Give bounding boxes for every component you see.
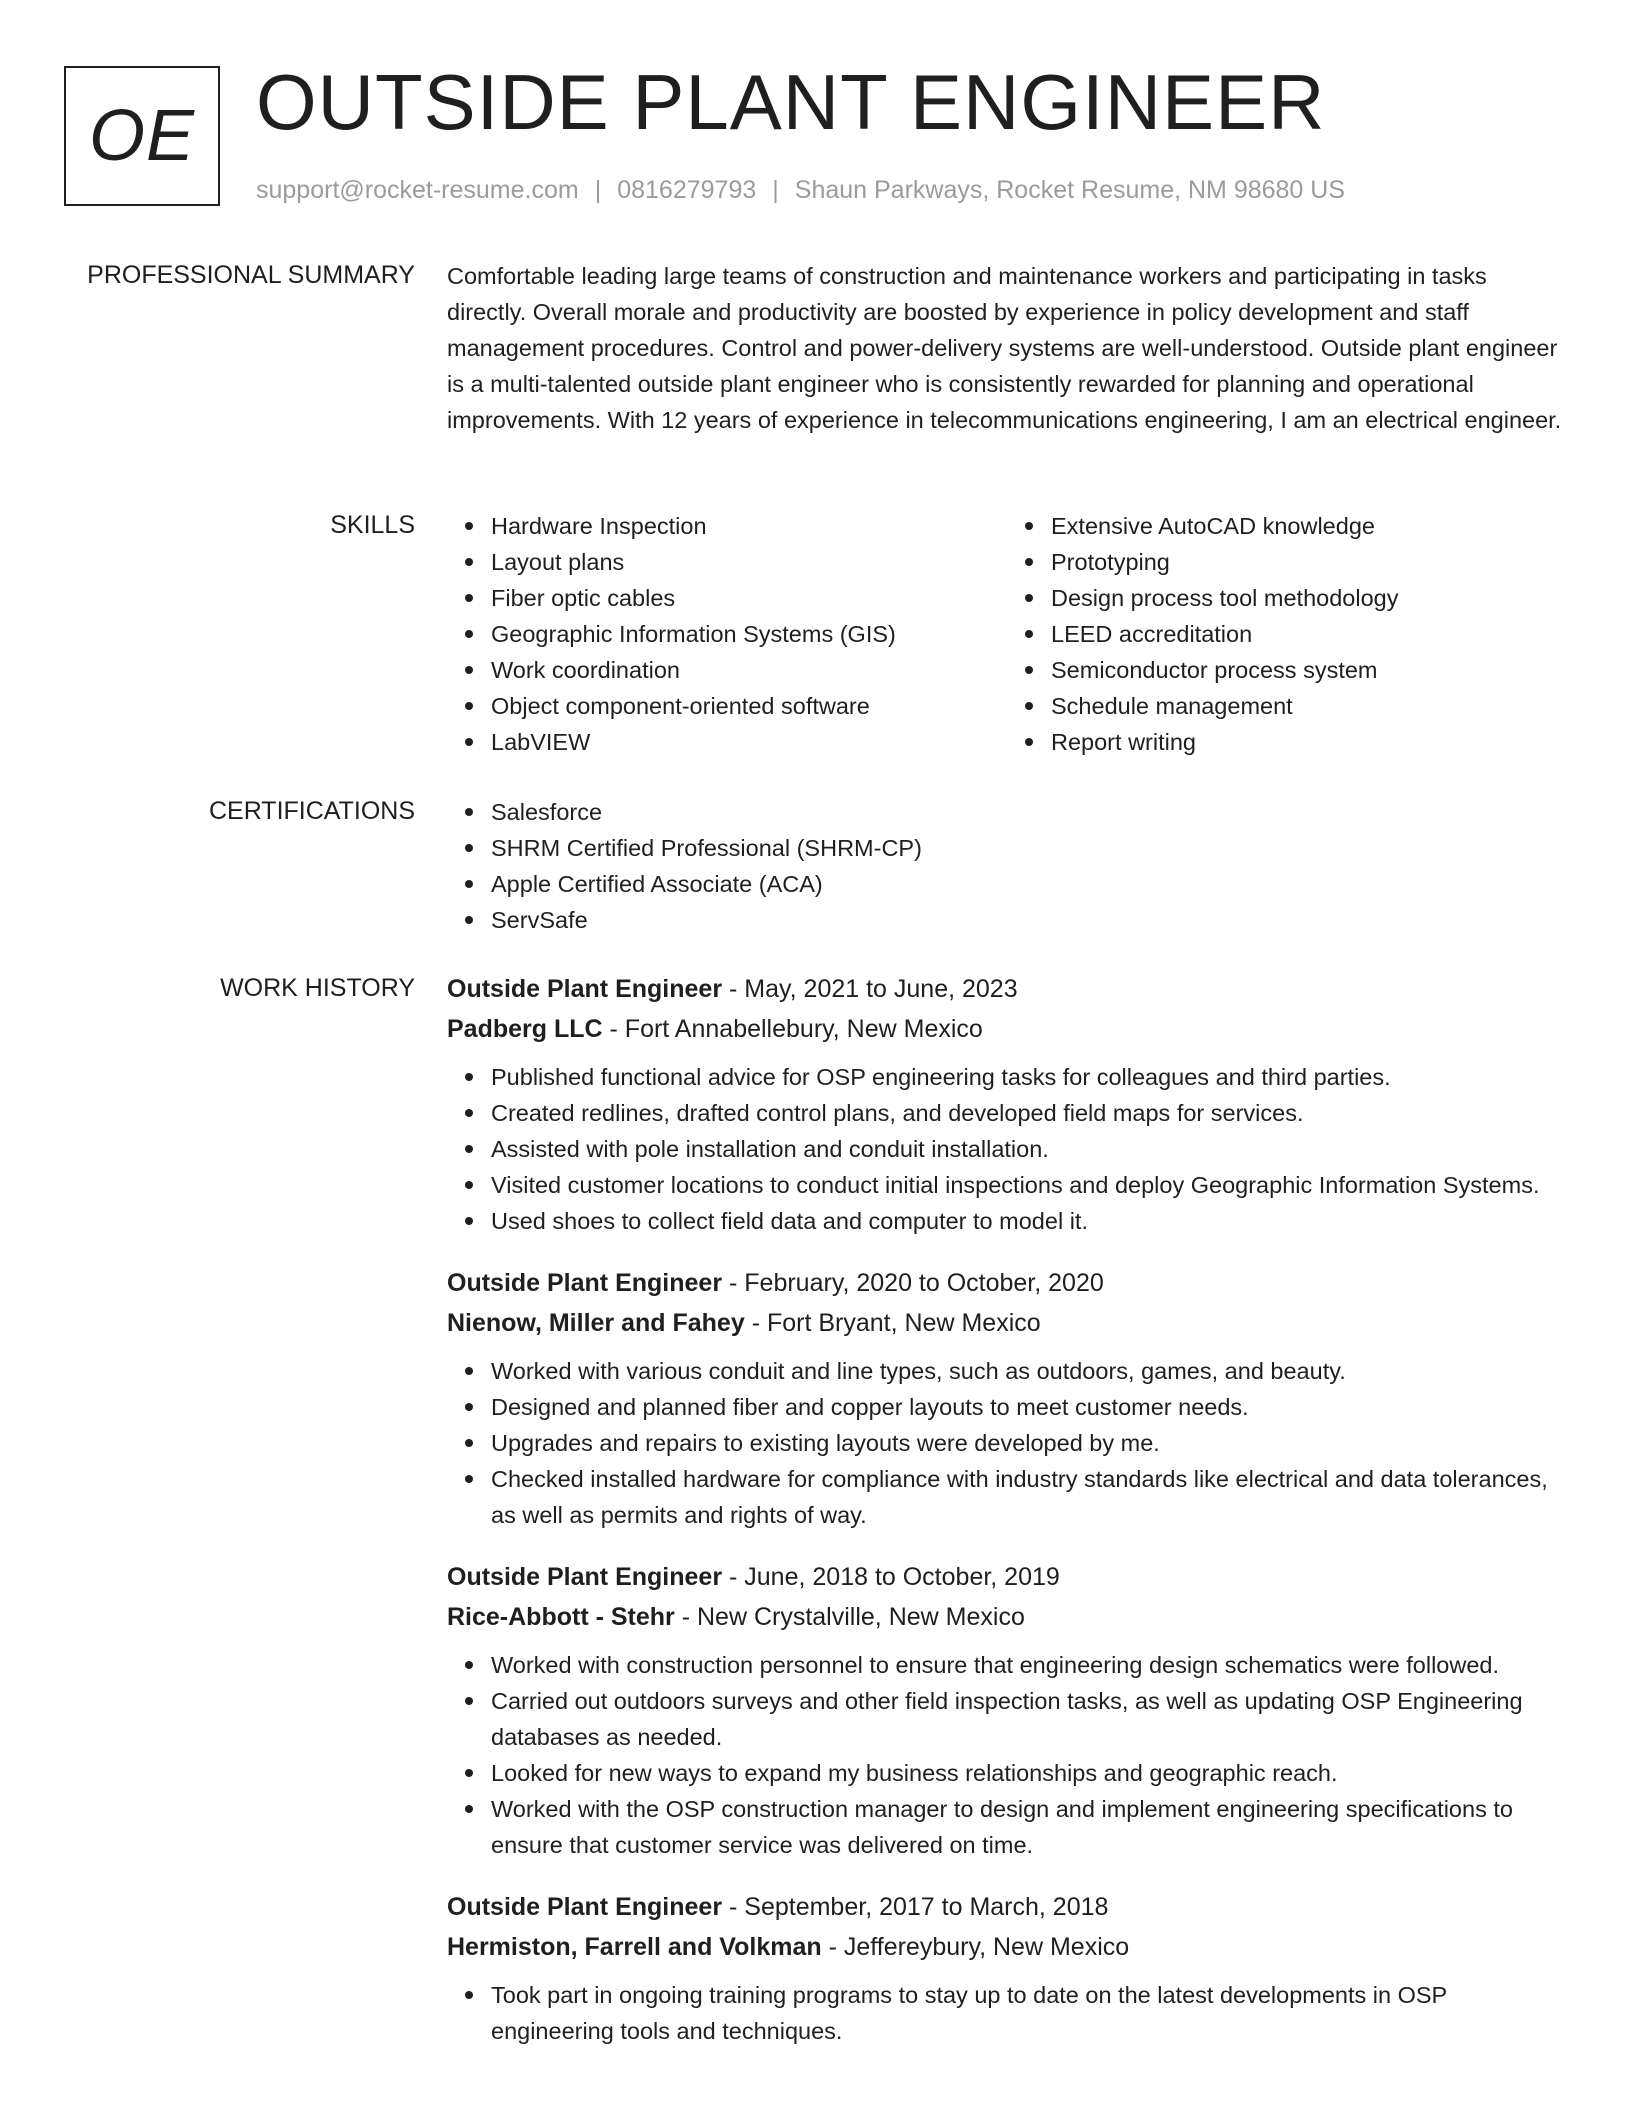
job-bullet: Checked installed hardware for compliance with industry standards like electrical and data tolerances, as well as permits and rights of way.	[491, 1461, 1567, 1533]
job-location: - Fort Bryant, New Mexico	[744, 1309, 1041, 1337]
skill-item: Report writing	[1051, 724, 1567, 760]
job-entry	[447, 1887, 1567, 2049]
job-dates: - February, 2020 to October, 2020	[722, 1269, 1104, 1297]
skills-block	[447, 508, 1567, 760]
summary-block	[447, 258, 1567, 438]
skills-columns	[447, 508, 1567, 760]
skill-item: Work coordination	[491, 652, 1007, 688]
job-company-line	[447, 1597, 1567, 1637]
skill-item: Layout plans	[491, 544, 1007, 580]
contact-line	[256, 174, 1345, 206]
job-company-line	[447, 1303, 1567, 1343]
job-location: - Fort Annabellebury, New Mexico	[602, 1015, 983, 1043]
job-bullet: Used shoes to collect field data and computer to model it.	[491, 1203, 1567, 1239]
section-label-skills: SKILLS	[330, 511, 415, 539]
summary-text: Comfortable leading large teams of construction and maintenance workers and participating in tasks directly. Overall morale and productivity are boosted by experience in policy development and staff management procedures. Control and power-delivery systems are well-understood. Outside plant engineer is a multi-talented outside plant engineer who is consistently rewarded for planning and operational improvements. With 12 years of experience in telecommunications engineering, I am an electrical engineer.	[447, 263, 1562, 433]
job-entry	[447, 1557, 1567, 1863]
job-bullet: Created redlines, drafted control plans, and developed field maps for services.	[491, 1095, 1567, 1131]
contact-address: Shaun Parkways, Rocket Resume, NM 98680 US	[794, 176, 1346, 204]
job-dates: - June, 2018 to October, 2019	[722, 1563, 1060, 1591]
skill-item: Semiconductor process system	[1051, 652, 1567, 688]
job-title: Outside Plant Engineer	[447, 1269, 723, 1297]
certification-item: SHRM Certified Professional (SHRM-CP)	[491, 830, 1567, 866]
skill-item: Prototyping	[1051, 544, 1567, 580]
job-company-line	[447, 1009, 1567, 1049]
monogram-initials: OE	[88, 96, 196, 176]
skill-item: Hardware Inspection	[491, 508, 1007, 544]
skills-list-right	[1007, 508, 1567, 760]
job-title: Outside Plant Engineer	[447, 1893, 723, 1921]
skills-list-left	[447, 508, 1007, 760]
section-label-summary: PROFESSIONAL SUMMARY	[87, 261, 415, 289]
job-dates: - September, 2017 to March, 2018	[722, 1893, 1109, 1921]
job-location: - Jeffereybury, New Mexico	[821, 1933, 1130, 1961]
contact-separator: |	[772, 176, 779, 204]
job-title-line	[447, 1263, 1567, 1303]
job-bullet: Designed and planned fiber and copper layouts to meet customer needs.	[491, 1389, 1567, 1425]
monogram-box	[64, 66, 220, 206]
job-bullet: Published functional advice for OSP engineering tasks for colleagues and third parties.	[491, 1059, 1567, 1095]
job-bullets	[447, 1977, 1567, 2049]
job-location: - New Crystalville, New Mexico	[674, 1603, 1025, 1631]
job-bullet: Worked with construction personnel to ensure that engineering design schematics were followed.	[491, 1647, 1567, 1683]
resume-name: OUTSIDE PLANT ENGINEER	[256, 58, 1326, 146]
job-bullet: Assisted with pole installation and conduit installation.	[491, 1131, 1567, 1167]
section-label-work-history: WORK HISTORY	[220, 974, 415, 1002]
certification-item: Salesforce	[491, 794, 1567, 830]
job-company: Hermiston, Farrell and Volkman	[447, 1933, 822, 1961]
job-title-line	[447, 969, 1567, 1009]
job-title-line	[447, 1887, 1567, 1927]
skill-item: Extensive AutoCAD knowledge	[1051, 508, 1567, 544]
job-bullet: Looked for new ways to expand my business relationships and geographic reach.	[491, 1755, 1567, 1791]
skill-item: Fiber optic cables	[491, 580, 1007, 616]
certification-item: ServSafe	[491, 902, 1567, 938]
job-entry	[447, 969, 1567, 1239]
job-bullets	[447, 1647, 1567, 1863]
skill-item: Schedule management	[1051, 688, 1567, 724]
job-dates: - May, 2021 to June, 2023	[722, 975, 1018, 1003]
job-title: Outside Plant Engineer	[447, 975, 723, 1003]
skill-item: Geographic Information Systems (GIS)	[491, 616, 1007, 652]
job-bullets	[447, 1353, 1567, 1533]
job-bullet: Took part in ongoing training programs to stay up to date on the latest developments in OSP engineering tools and techniques.	[491, 1977, 1567, 2049]
job-title: Outside Plant Engineer	[447, 1563, 723, 1591]
skill-item: Design process tool methodology	[1051, 580, 1567, 616]
skill-item: LabVIEW	[491, 724, 1007, 760]
certification-item: Apple Certified Associate (ACA)	[491, 866, 1567, 902]
job-bullet: Carried out outdoors surveys and other field inspection tasks, as well as updating OSP Engineering databases as needed.	[491, 1683, 1567, 1755]
job-company-line	[447, 1927, 1567, 1967]
job-company: Nienow, Miller and Fahey	[447, 1309, 745, 1337]
certifications-block	[447, 794, 1567, 938]
work-history-block	[447, 969, 1567, 2073]
job-bullet: Visited customer locations to conduct initial inspections and deploy Geographic Information Systems.	[491, 1167, 1567, 1203]
job-company: Rice-Abbott - Stehr	[447, 1603, 675, 1631]
contact-email[interactable]: support@rocket-resume.com	[256, 176, 579, 204]
certifications-list	[447, 794, 1567, 938]
job-company: Padberg LLC	[447, 1015, 603, 1043]
skill-item: Object component-oriented software	[491, 688, 1007, 724]
skill-item: LEED accreditation	[1051, 616, 1567, 652]
job-bullets	[447, 1059, 1567, 1239]
contact-separator: |	[594, 176, 602, 204]
job-entry	[447, 1263, 1567, 1533]
contact-phone[interactable]: 0816279793	[617, 176, 757, 204]
job-bullet: Worked with the OSP construction manager to design and implement engineering specifications to ensure that customer service was delivered on time.	[491, 1791, 1567, 1863]
job-bullet: Upgrades and repairs to existing layouts were developed by me.	[491, 1425, 1567, 1461]
section-label-certifications: CERTIFICATIONS	[208, 797, 415, 825]
job-bullet: Worked with various conduit and line types, such as outdoors, games, and beauty.	[491, 1353, 1567, 1389]
job-title-line	[447, 1557, 1567, 1597]
